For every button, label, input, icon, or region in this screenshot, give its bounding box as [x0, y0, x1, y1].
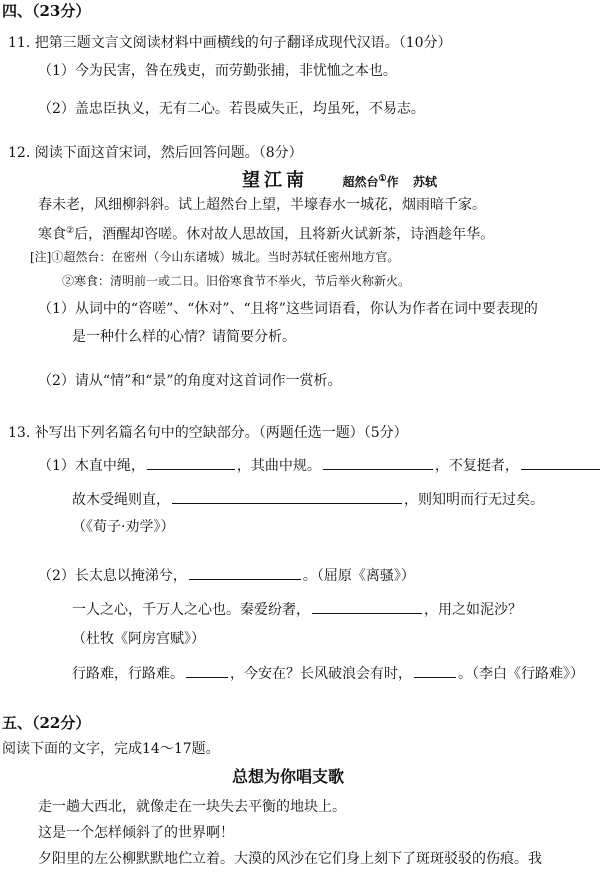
q11-sentence-2: （2）盖忠臣执义，无有二心。若畏威失正，均虽死，不易志。 [38, 101, 425, 117]
answer-blank[interactable] [189, 566, 301, 580]
poem-note-2: ②寒食：清明前一或二日。旧俗寒食节不举火，节后举火称新火。 [62, 274, 411, 288]
q13-part1-line2: 故木受绳则直， ，则知明而行无过矣。 [72, 492, 544, 508]
poem-author: 苏轼 [413, 175, 438, 189]
q11-sentence-1: （1）今为民害，咎在残吏，而劳勤张捕，非忧恤之本也。 [38, 63, 397, 79]
answer-blank[interactable] [323, 456, 433, 470]
answer-blank[interactable] [312, 600, 422, 614]
q12-question-2: （2）请从“情”和“景”的角度对这首词作一赏析。 [38, 373, 342, 389]
answer-blank[interactable] [172, 490, 402, 504]
poem-note-1: [注]①超然台：在密州（今山东诸城）城北。当时苏轼任密州地方官。 [30, 250, 400, 264]
q13-part1-source: （《荀子·劝学》） [72, 519, 175, 535]
article-paragraph-1: 走一趟大西北，就像走在一块失去平衡的地块上。 [38, 799, 346, 815]
poem-title-row [242, 170, 437, 191]
answer-blank[interactable] [186, 664, 228, 678]
poem-line-1: 春未老，风细柳斜斜。试上超然台上望，半壕春水一城花，烟雨暗千家。 [38, 197, 486, 213]
article-title: 总想为你唱支歌 [232, 767, 345, 786]
poem-title: 望江南 [242, 170, 308, 191]
q11-stem: 11. 把第三题文言文阅读材料中画横线的句子翻译成现代汉语。（10分） [8, 35, 452, 51]
q12-stem: 12. 阅读下面这首宋词，然后回答问题。（8分） [8, 145, 303, 161]
section-5-heading: 五、（22分） [2, 714, 91, 732]
q13-part2-line3: 行路难，行路难。 ，今安在？长风破浪会有时， 。（李白《行路难》） [72, 666, 584, 682]
section-4-heading: 四、（23分） [2, 2, 91, 20]
q13-part2-line1: （2）长太息以掩涕兮， 。（屈原《离骚》） [38, 568, 415, 584]
answer-blank[interactable] [521, 456, 600, 470]
poem-subtitle: 超然台①作 [342, 174, 399, 189]
article-paragraph-2: 这是一个怎样倾斜了的世界啊！ [38, 825, 234, 841]
answer-blank[interactable] [414, 664, 456, 678]
q12-question-1b: 是一种什么样的心情？请简要分析。 [72, 329, 296, 345]
poem-line-2: 寒食②后，酒醒却咨嗟。休对故人思故国，且将新火试新茶，诗酒趁年华。 [38, 226, 495, 243]
answer-blank[interactable] [147, 456, 235, 470]
q13-stem: 13. 补写出下列名篇名句中的空缺部分。（两题任选一题）（5分） [8, 425, 408, 441]
q13-part2-source: （杜牧《阿房宫赋》） [72, 631, 205, 647]
reading-intro: 阅读下面的文字，完成14～17题。 [2, 741, 220, 757]
q13-part2-line2: 一人之心，千万人之心也。秦爱纷奢， ，用之如泥沙？ [72, 602, 522, 618]
q13-part1-line1: （1）木直中绳， ，其曲中规。 ，不复挺者， [38, 456, 600, 475]
article-paragraph-3: 夕阳里的左公柳默默地伫立着。大漠的风沙在它们身上刻下了斑斑驳驳的伤痕。我 [38, 851, 542, 867]
q12-question-1a: （1）从词中的“咨嗟”、“休对”、“且将”这些词语看，你认为作者在词中要表现的 [38, 301, 538, 317]
